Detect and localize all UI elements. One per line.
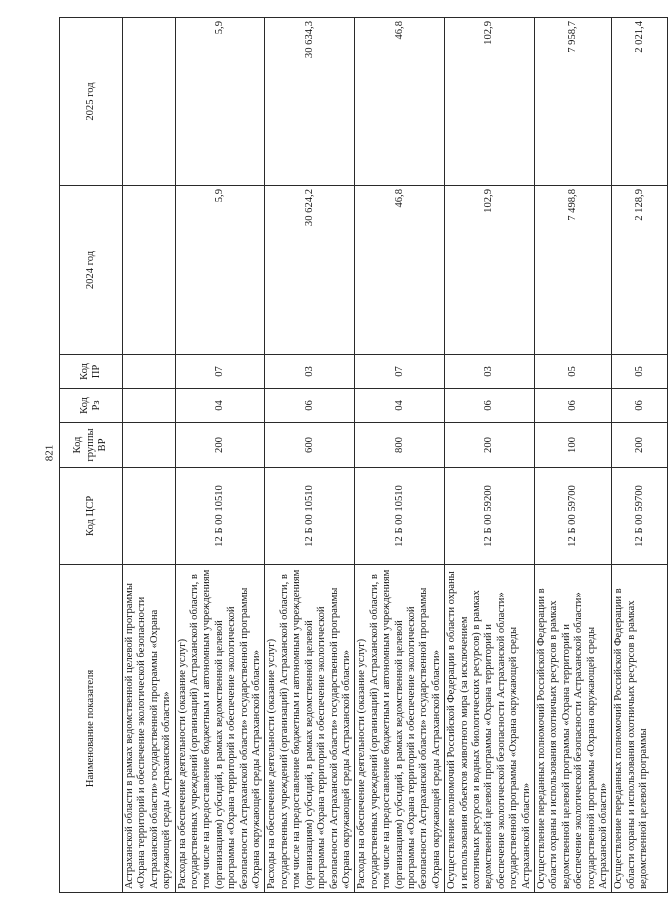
header-pr: Код ПР xyxy=(60,355,123,389)
header-2025: 2025 год xyxy=(60,18,123,186)
row-name: Осуществление переданных полномочий Российской Федерации в области охраны и использования охотничьих ресурсов в рамках ведомственной целевой программы «Охрана территорий и обеспечение экологической безопасности Астраханской области» государственной программы «Охрана окружающей среды Астраханской области» xyxy=(535,565,612,893)
row-csr: 12 Б 00 10510 xyxy=(175,468,265,565)
row-pr: 05 xyxy=(535,355,612,389)
row-pr: 03 xyxy=(445,355,535,389)
table-row xyxy=(355,18,445,893)
row-rz: 06 xyxy=(612,389,668,423)
row-2024: 30 624,2 xyxy=(265,186,355,355)
header-csr: Код ЦСР xyxy=(60,468,123,565)
row-csr: 12 Б 00 10510 xyxy=(265,468,355,565)
row-pr xyxy=(123,355,176,389)
row-2024 xyxy=(123,186,176,355)
row-2025: 2 021,4 xyxy=(612,18,668,186)
row-2025: 46,8 xyxy=(355,18,445,186)
header-rz: Код Рз xyxy=(60,389,123,423)
row-rz: 06 xyxy=(445,389,535,423)
row-vr xyxy=(123,423,176,468)
row-csr: 12 Б 00 59200 xyxy=(445,468,535,565)
row-name: Осуществление полномочий Российской Федерации в области охраны и использования объектов животного мира (за исключением охотничьих ресурсов и водных биологических ресурсов) в рамках ведомственной целевой программы «Охрана территорий и обеспечение экологической безопасности Астраханской области» государственной программы «Охрана окружающей среды Астраханской области» xyxy=(445,565,535,893)
table-row xyxy=(175,18,265,893)
row-vr: 100 xyxy=(535,423,612,468)
row-csr xyxy=(123,468,176,565)
row-pr: 07 xyxy=(355,355,445,389)
table-row xyxy=(265,18,355,893)
row-rz: 06 xyxy=(265,389,355,423)
row-name: Расходы на обеспечение деятельности (оказание услуг) государственных учреждений (организаций) Астраханской области, в том числе на предоставление бюджетным и автономным учреждениям (организациям) субсидий, в рамках ведомственной целевой программы «Охрана территорий и обеспечение экологической безопасности Астраханской области» государственной программы «Охрана окружающей среды Астраханской области» xyxy=(265,565,355,893)
table-row xyxy=(535,18,612,893)
row-name: Расходы на обеспечение деятельности (оказание услуг) государственных учреждений (организаций) Астраханской области, в том числе на предоставление бюджетным и автономным учреждениям (организациям) субсидий, в рамках ведомственной целевой программы «Охрана территорий и обеспечение экологической безопасности Астраханской области» государственной программы «Охрана окружающей среды Астраханской области» xyxy=(355,565,445,893)
row-csr: 12 Б 00 59700 xyxy=(535,468,612,565)
row-2024: 5,9 xyxy=(175,186,265,355)
table-row xyxy=(612,18,668,893)
row-2025: 102,9 xyxy=(445,18,535,186)
row-2024: 46,8 xyxy=(355,186,445,355)
header-vr: Код группы ВР xyxy=(60,423,123,468)
row-vr: 600 xyxy=(265,423,355,468)
page-number: 821 xyxy=(43,444,55,462)
row-csr: 12 Б 00 10510 xyxy=(355,468,445,565)
table-row xyxy=(123,18,176,893)
row-name: Расходы на обеспечение деятельности (оказание услуг) государственных учреждений (организаций) Астраханской области, в том числе на предоставление бюджетным и автономным учреждениям (организациям) субсидий, в рамках ведомственной целевой программы «Охрана территорий и обеспечение экологической безопасности Астраханской области» государственной программы «Охрана окружающей среды Астраханской области» xyxy=(175,565,265,893)
row-2025: 5,9 xyxy=(175,18,265,186)
row-csr: 12 Б 00 59700 xyxy=(612,468,668,565)
row-2024: 7 498,8 xyxy=(535,186,612,355)
row-rz: 04 xyxy=(355,389,445,423)
row-rz xyxy=(123,389,176,423)
row-name: Астраханской области в рамках ведомственной целевой программы «Охрана территорий и обеспечение экологической безопасности Астраханской области» государственной программы «Охрана окружающей среды Астраханской области» xyxy=(123,565,176,893)
budget-table-wrapper xyxy=(59,18,650,893)
row-2024: 102,9 xyxy=(445,186,535,355)
row-rz: 06 xyxy=(535,389,612,423)
row-pr: 03 xyxy=(265,355,355,389)
row-vr: 200 xyxy=(175,423,265,468)
header-row xyxy=(60,18,123,893)
row-name: Осуществление переданных полномочий Российской Федерации в области охраны и использования охотничьих ресурсов в рамках ведомственной целевой программы xyxy=(612,565,668,893)
row-vr: 200 xyxy=(445,423,535,468)
header-name: Наименование показателя xyxy=(60,565,123,893)
header-2024: 2024 год xyxy=(60,186,123,355)
row-2025 xyxy=(123,18,176,186)
table-row xyxy=(445,18,535,893)
row-2025: 7 958,7 xyxy=(535,18,612,186)
row-2025: 30 634,3 xyxy=(265,18,355,186)
row-2024: 2 128,9 xyxy=(612,186,668,355)
budget-table xyxy=(59,17,668,893)
row-vr: 200 xyxy=(612,423,668,468)
row-pr: 07 xyxy=(175,355,265,389)
row-vr: 800 xyxy=(355,423,445,468)
row-rz: 04 xyxy=(175,389,265,423)
row-pr: 05 xyxy=(612,355,668,389)
